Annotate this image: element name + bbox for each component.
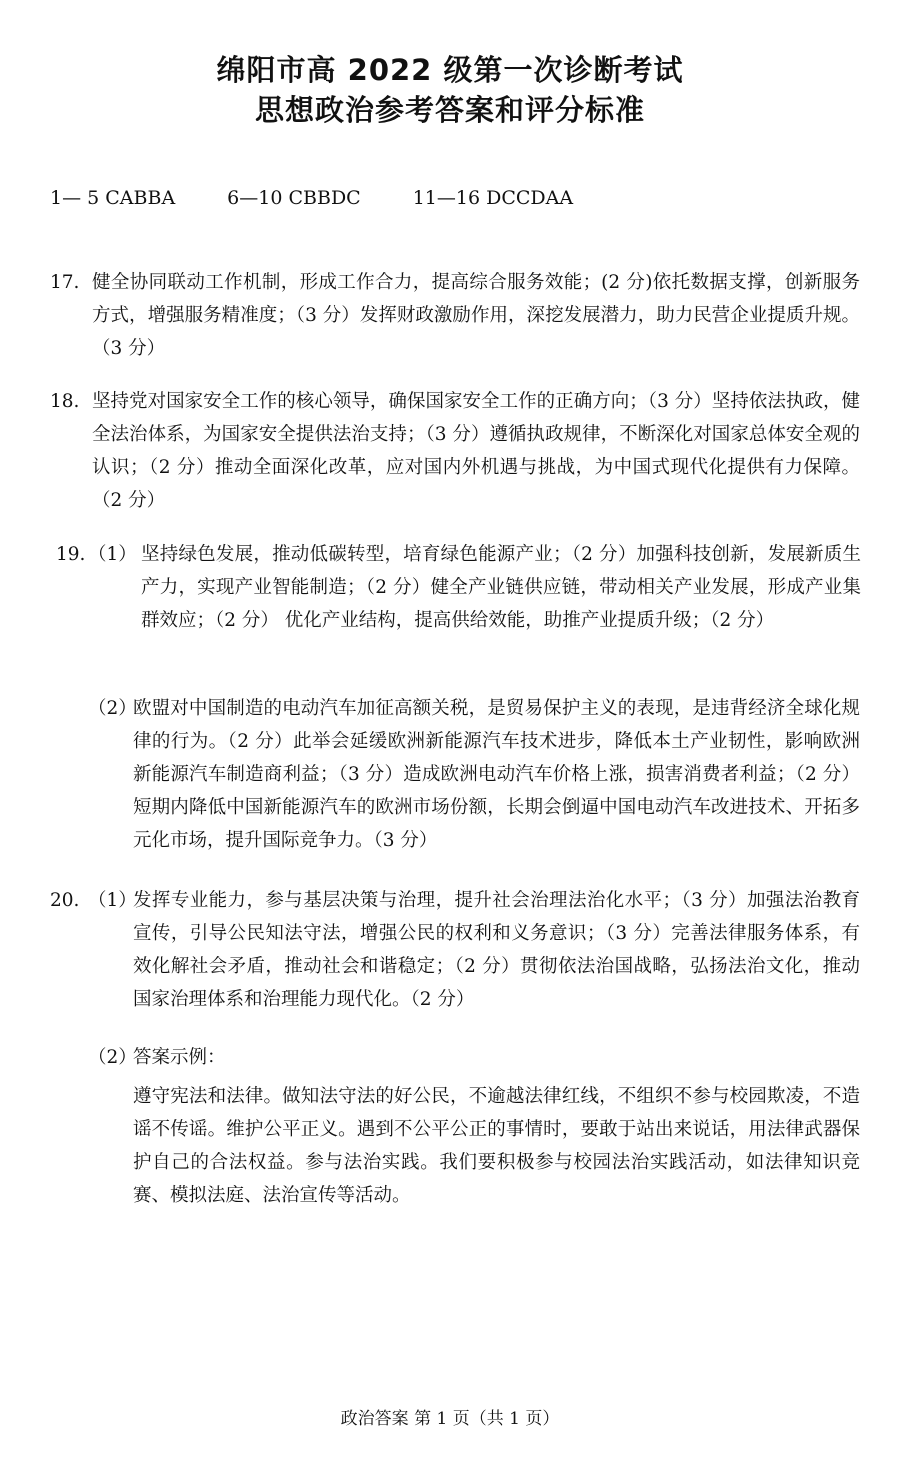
q20-part2-heading: 答案示例： xyxy=(133,1047,226,1068)
q17-answer: 健全协同联动工作机制，形成工作合力，提高综合服务效能；(2 分)依托数据支撑，创新服务方式，增强服务精准度；（3 分）发挥财政激励作用，深挖发展潜力，助力民营企业提质升规。（3 分） xyxy=(92,272,860,359)
q19-part1-label: （1） xyxy=(88,544,137,565)
q20-part2-label: （2） xyxy=(88,1047,137,1068)
document-title-line2: 思想政治参考答案和评分标准 xyxy=(254,93,645,127)
q19-part2-answer: 欧盟对中国制造的电动汽车加征高额关税，是贸易保护主义的表现，是违背经济全球化规律的行为。（2 分）此举会延缓欧洲新能源汽车技术进步，降低本土产业韧性，影响欧洲新能源汽车制造商利益；（3 分）造成欧洲电动汽车价格上涨，损害消费者利益；（2 分）短期内降低中国新能源汽车的欧洲市场份额，长期会倒逼中国电动汽车改进技术、开拓多元化市场，提升国际竞争力。（3 分） xyxy=(133,698,860,851)
document-title-line1: 绵阳市高 2022 级第一次诊断考试 xyxy=(216,53,684,87)
mc-group-6-10: 6—10 CBBDC xyxy=(227,187,361,209)
q19-number: 19. xyxy=(56,544,86,565)
q20-part1-label: （1） xyxy=(88,890,137,911)
q18-number: 18. xyxy=(50,391,80,412)
q20-part1-answer: 发挥专业能力，参与基层决策与治理，提升社会治理法治化水平；（3 分）加强法治教育宣传，引导公民知法守法，增强公民的权利和义务意识；（3 分）完善法律服务体系，有效化解社会矛盾，推动社会和谐稳定；（2 分）贯彻依法治国战略，弘扬法治文化，推动国家治理体系和治理能力现代化。（2 分） xyxy=(133,890,860,1010)
q17-number: 17. xyxy=(50,272,80,293)
multiple-choice-answers xyxy=(50,187,573,209)
q19-part1-answer: 坚持绿色发展，推动低碳转型，培育绿色能源产业；（2 分）加强科技创新，发展新质生产力，实现产业智能制造；（2 分）健全产业链供应链，带动相关产业发展，形成产业集群效应；（2 分） 优化产业结构，提高供给效能，助推产业提质升级；（2 分） xyxy=(141,544,861,631)
q19-part2-label: （2） xyxy=(88,698,137,719)
q20-number: 20. xyxy=(50,890,80,911)
q20-part2-answer: 遵守宪法和法律。做知法守法的好公民，不逾越法律红线，不组织不参与校园欺凌，不造谣不传谣。维护公平正义。遇到不公平公正的事情时，要敢于站出来说话，用法律武器保护自己的合法权益。参与法治实践。我们要积极参与校园法治实践活动，如法律知识竞赛、模拟法庭、法治宣传等活动。 xyxy=(133,1086,860,1206)
q18-answer: 坚持党对国家安全工作的核心领导，确保国家安全工作的正确方向；（3 分）坚持依法执政，健全法治体系，为国家安全提供法治支持；（3 分）遵循执政规律，不断深化对国家总体安全观的认识；（2 分）推动全面深化改革，应对国内外机遇与挑战，为中国式现代化提供有力保障。（2 分） xyxy=(92,391,860,511)
mc-group-11-16: 11—16 DCCDAA xyxy=(412,187,574,209)
page-footer: 政治答案 第 1 页（共 1 页） xyxy=(340,1409,560,1429)
mc-group-1-5: 1— 5 CABBA xyxy=(50,187,176,209)
